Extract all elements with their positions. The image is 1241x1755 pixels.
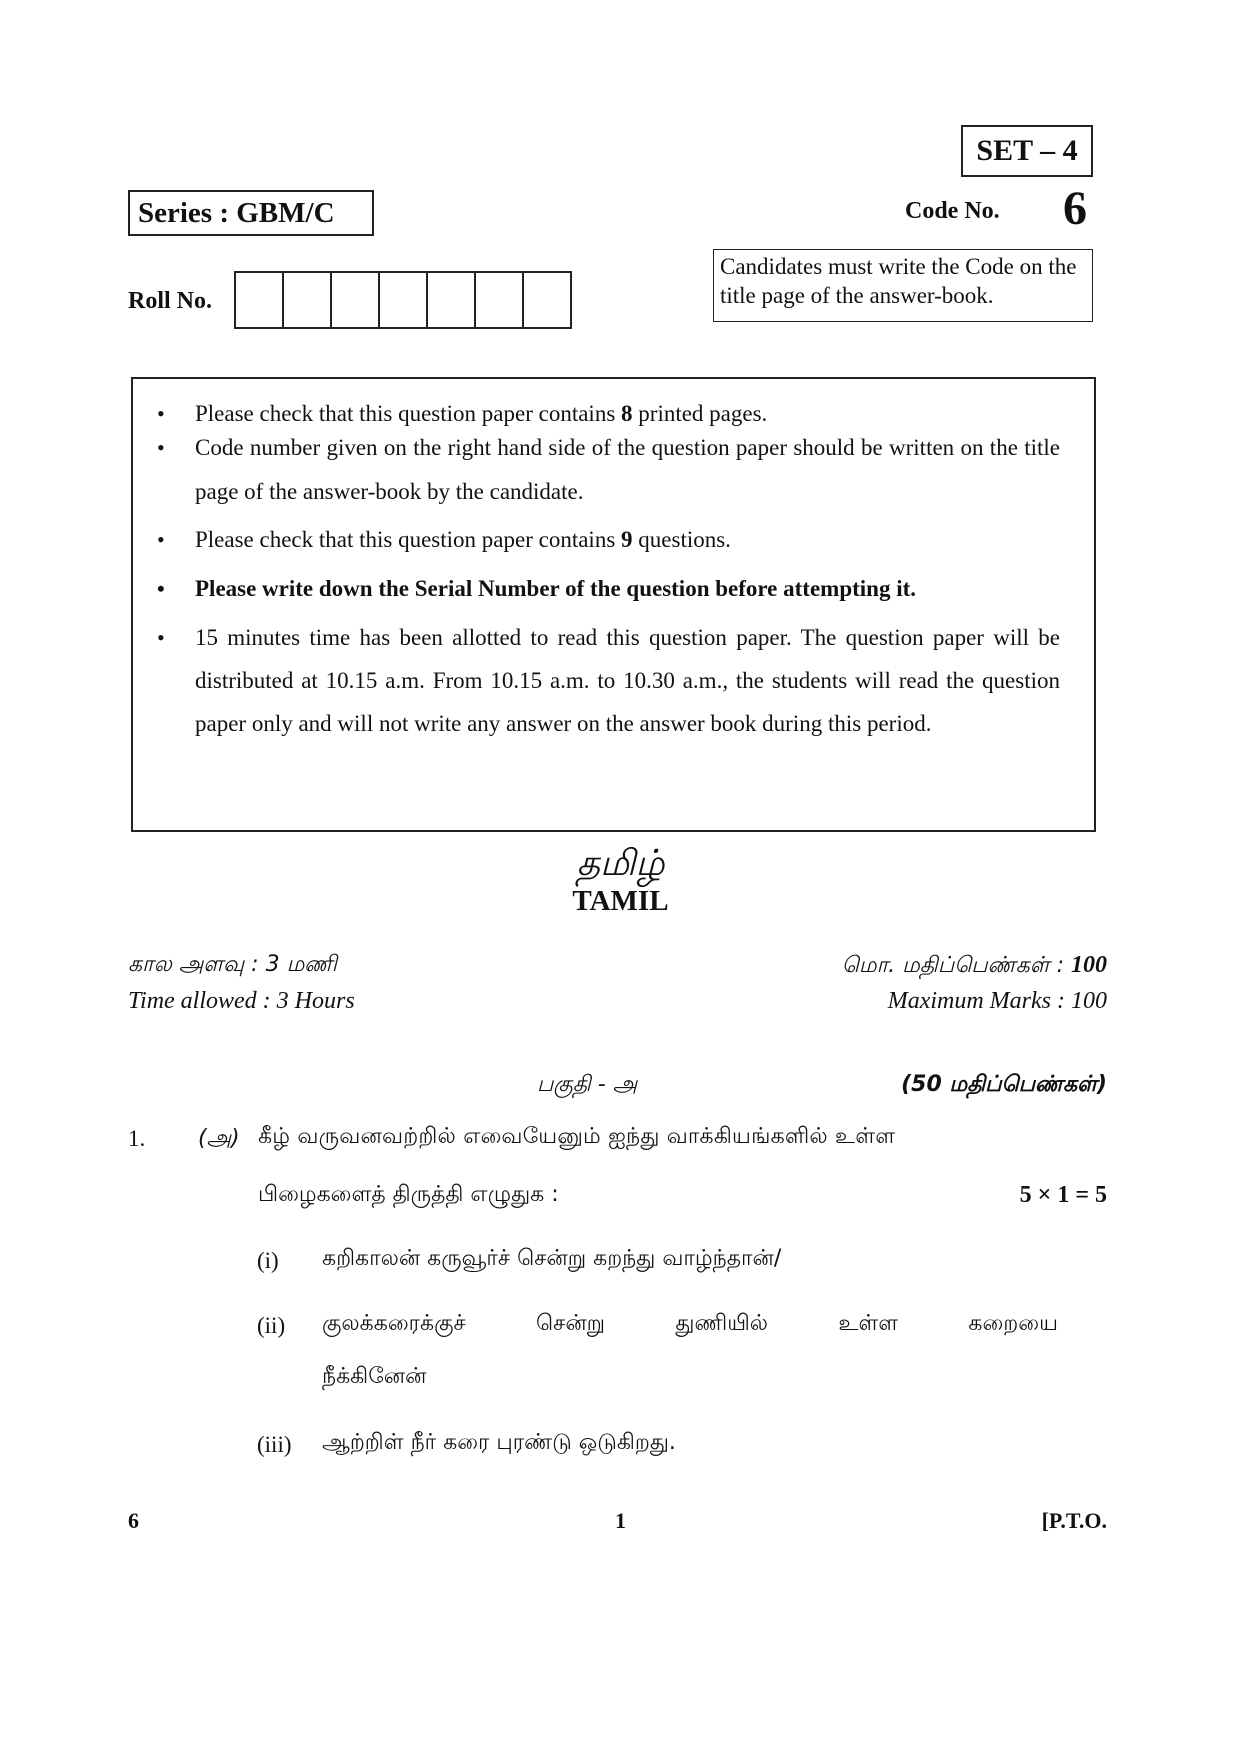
- roll-digit-box[interactable]: [380, 273, 428, 327]
- question-part-label: (அ): [198, 1126, 240, 1151]
- section-title: பகுதி - அ: [537, 1072, 638, 1097]
- item-text: ஆற்றிள் நீர் கரை புரண்டு ஒடுகிறது.: [322, 1430, 676, 1455]
- item-label: (iii): [257, 1432, 292, 1457]
- max-marks-english: Maximum Marks : 100: [887, 988, 1107, 1014]
- roll-digit-box[interactable]: [524, 273, 570, 327]
- max-marks-tamil-value: 100: [1071, 952, 1107, 978]
- item-word: சென்று: [536, 1311, 606, 1336]
- item-text-justified: [322, 1311, 1058, 1339]
- max-marks-tamil: [842, 952, 1107, 981]
- item-word: கறையை: [968, 1311, 1058, 1336]
- section-marks: (50 மதிப்பெண்கள்): [901, 1072, 1107, 1097]
- item-text: கறிகாலன் கருவூர்ச் சென்று கறந்து வாழ்ந்தான்/: [322, 1246, 782, 1271]
- roll-digit-box[interactable]: [476, 273, 524, 327]
- max-marks-tamil-label: மொ. மதிப்பெண்கள் :: [841, 953, 1071, 978]
- instruction-item: [195, 518, 1060, 562]
- roll-digit-box[interactable]: [236, 273, 284, 327]
- instruction-text: printed pages.: [632, 401, 768, 426]
- pto-label: [P.T.O.: [1041, 1508, 1107, 1533]
- instructions-box: [131, 377, 1096, 832]
- time-allowed-english: Time allowed : 3 Hours: [128, 988, 355, 1014]
- code-label: Code No.: [905, 198, 1000, 224]
- question-stem-line: கீழ் வருவனவற்றில் எவையேனும் ஐந்து வாக்கியங்களில் உள்ள: [258, 1124, 896, 1149]
- instruction-number: 8: [621, 401, 633, 426]
- item-word: குலக்கரைக்குச்: [322, 1311, 466, 1336]
- roll-digit-box[interactable]: [428, 273, 476, 327]
- question-stem-line: பிழைகளைத் திருத்தி எழுதுக :: [258, 1182, 559, 1207]
- candidates-note: Candidates must write the Code on the title page of the answer-book.: [713, 249, 1093, 322]
- page-number: 1: [615, 1508, 626, 1533]
- instruction-text: questions.: [632, 527, 731, 552]
- roll-digit-box[interactable]: [332, 273, 380, 327]
- series-label: Series : GBM/C: [128, 190, 374, 236]
- item-word: துணியில்: [675, 1311, 769, 1336]
- item-label: (i): [257, 1248, 279, 1273]
- roll-number-boxes[interactable]: [234, 271, 572, 329]
- code-number: 6: [1063, 182, 1087, 235]
- question-marks: 5 × 1 = 5: [1019, 1182, 1107, 1208]
- instruction-item: • Code number given on the right hand side of the question paper should be written on the title page of the answer-book by the candidate.: [195, 426, 1060, 514]
- subject-title-tamil: தமிழ்: [576, 843, 665, 884]
- set-label: SET – 4: [961, 125, 1093, 177]
- item-label: (ii): [257, 1313, 286, 1338]
- instruction-text: Please check that this question paper contains: [195, 527, 622, 552]
- item-word: உள்ள: [838, 1311, 899, 1336]
- time-allowed-tamil: கால அளவு : 3 மணி: [128, 952, 337, 977]
- roll-label: Roll No.: [128, 288, 212, 314]
- instruction-text: Please check that this question paper contains: [195, 401, 622, 426]
- instruction-number: 9: [621, 527, 633, 552]
- footer-code: 6: [128, 1508, 139, 1533]
- roll-digit-box[interactable]: [284, 273, 332, 327]
- instruction-item: • Please write down the Serial Number of the question before attempting it.: [195, 567, 1060, 611]
- question-number: 1.: [128, 1126, 146, 1151]
- instruction-item: • 15 minutes time has been allotted to read this question paper. The question paper will be distributed at 10.15 a.m. From 10.15 a.m. to 10.30 a.m., the students will read the question paper only and will not write any answer on the answer book during this period.: [195, 616, 1060, 745]
- item-text-continued: நீக்கினேன்: [322, 1364, 427, 1389]
- subject-title-english: TAMIL: [572, 885, 669, 917]
